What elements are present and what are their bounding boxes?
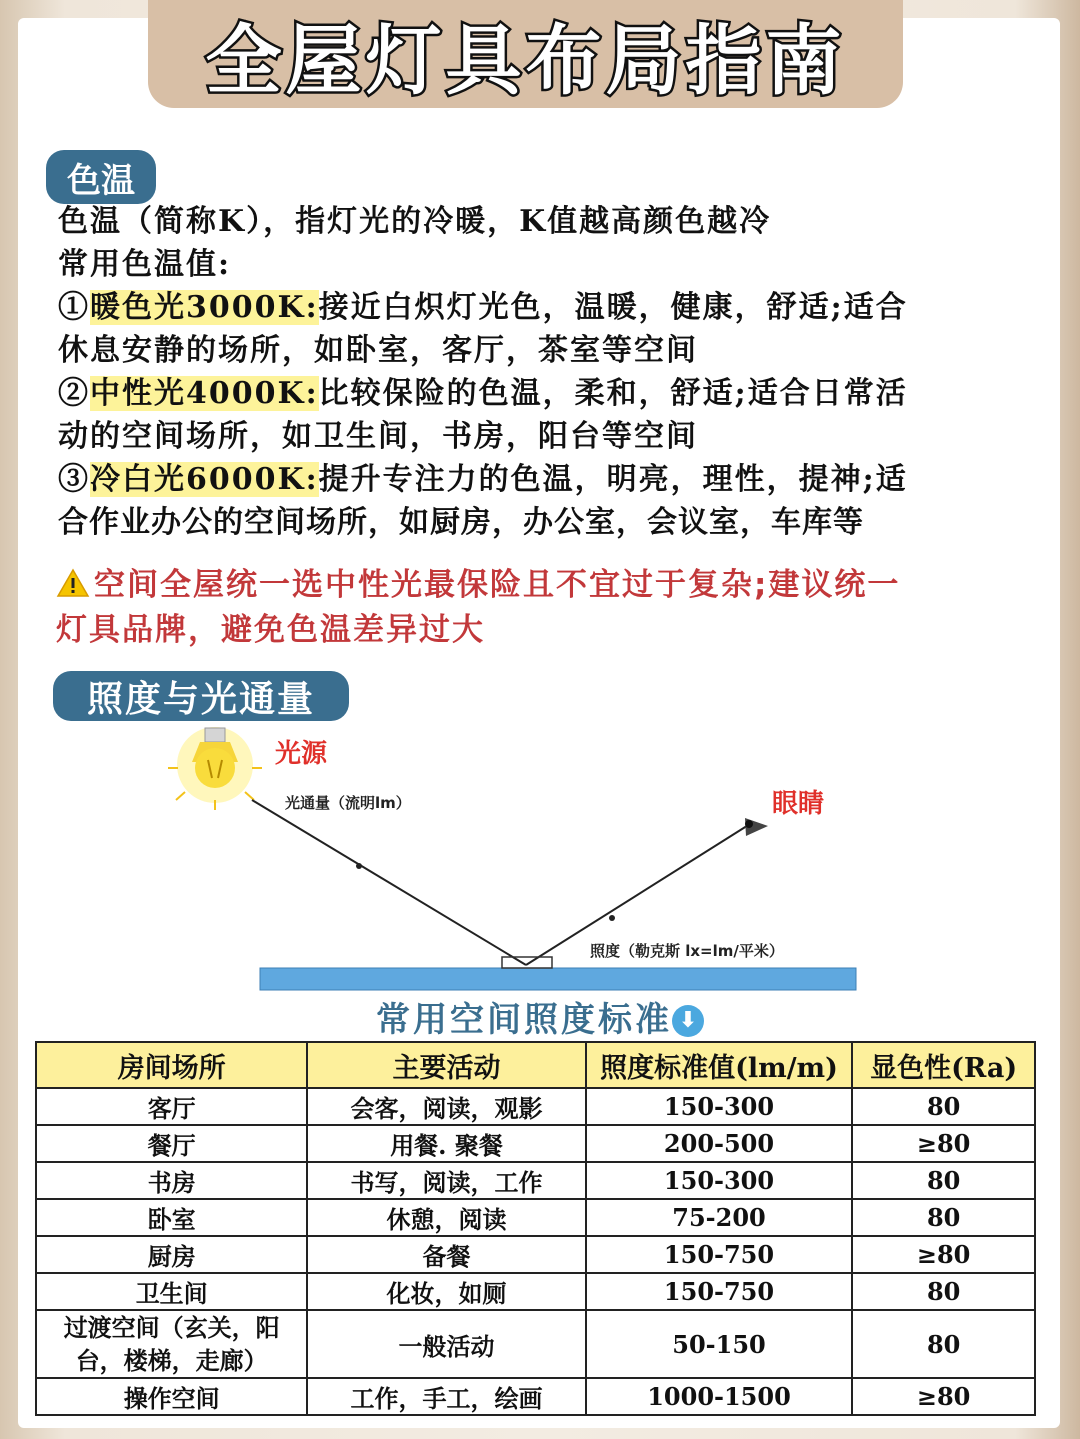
- table-cell: 80: [852, 1088, 1035, 1125]
- table-cell: 80: [852, 1199, 1035, 1236]
- source-label: 光源: [275, 739, 328, 769]
- column-header: 房间场所: [36, 1042, 307, 1088]
- table-cell: 书房: [36, 1162, 307, 1199]
- column-header: 主要活动: [307, 1042, 585, 1088]
- section-label-color-temperature: 色温: [46, 150, 156, 204]
- warning-line-1: 空间全屋统一选中性光最保险且不宜过于复杂;建议统一: [94, 567, 901, 603]
- table-row: [36, 1088, 1035, 1125]
- item-name-cool: 冷白光6000K:: [90, 462, 319, 497]
- section-label-illuminance: 照度与光通量: [53, 671, 349, 721]
- table-cell: 150-750: [586, 1236, 853, 1273]
- table-row: [36, 1162, 1035, 1199]
- table-cell: 150-300: [586, 1088, 853, 1125]
- table-header-row: [36, 1042, 1035, 1088]
- table-cell: 会客，阅读，观影: [307, 1088, 585, 1125]
- table-cell: 卧室: [36, 1199, 307, 1236]
- item-warm: ①暖色光3000K:接近白炽灯光色，温暖，健康，舒适;适合: [58, 290, 908, 325]
- table-cell: ≥80: [852, 1125, 1035, 1162]
- table-cell: 用餐. 聚餐: [307, 1125, 585, 1162]
- column-header: 照度标准值(lm/m): [586, 1042, 853, 1088]
- flux-label: 光通量（流明lm）: [285, 794, 411, 812]
- table-cell: 工作，手工，绘画: [307, 1378, 585, 1415]
- item-warm-cont: 休息安静的场所，如卧室，客厅，茶室等空间: [58, 333, 698, 368]
- table-cell: 75-200: [586, 1199, 853, 1236]
- table-row: [36, 1273, 1035, 1310]
- table-cell: 书写，阅读，工作: [307, 1162, 585, 1199]
- light-flux-diagram: [160, 720, 880, 1000]
- intro-line: 色温（简称K），指灯光的冷暖，K值越高颜色越冷: [58, 204, 772, 239]
- table-cell: 操作空间: [36, 1378, 307, 1415]
- common-values-heading: 常用色温值:: [58, 247, 232, 282]
- table-cell: 80: [852, 1273, 1035, 1310]
- intro-text: [58, 200, 1048, 544]
- column-header: 显色性(Ra): [852, 1042, 1035, 1088]
- table-cell: 50-150: [586, 1310, 853, 1378]
- table-cell: 客厅: [36, 1088, 307, 1125]
- table-cell: 一般活动: [307, 1310, 585, 1378]
- eye-icon: [745, 818, 768, 836]
- item-cool-cont: 合作业办公的空间场所，如厨房，办公室，会议室，车库等: [58, 505, 864, 540]
- table-cell: 过渡空间（玄关，阳台，楼梯，走廊）: [36, 1310, 307, 1378]
- warning-icon: [56, 568, 90, 598]
- table-cell: 化妆，如厕: [307, 1273, 585, 1310]
- table-row: [36, 1199, 1035, 1236]
- table-row: [36, 1310, 1035, 1378]
- table-cell: ≥80: [852, 1378, 1035, 1415]
- illuminance-table: [35, 1041, 1036, 1416]
- table-title: 常用空间照度标准 ⬇: [0, 992, 1080, 1041]
- table-cell: 1000-1500: [586, 1378, 853, 1415]
- table-cell: ≥80: [852, 1236, 1035, 1273]
- table-cell: 80: [852, 1310, 1035, 1378]
- table-row: [36, 1236, 1035, 1273]
- item-name-neutral: 中性光4000K:: [90, 376, 319, 411]
- eye-label: 眼睛: [772, 789, 825, 819]
- item-cool: ③冷白光6000K:提升专注力的色温，明亮，理性，提神;适: [58, 462, 908, 497]
- warning-note: [56, 563, 1046, 653]
- item-neutral: ②中性光4000K:比较保险的色温，柔和，舒适;适合日常活: [58, 376, 908, 411]
- table-cell: 150-300: [586, 1162, 853, 1199]
- title-banner: [148, 0, 903, 108]
- page-title: 全屋灯具布局指南: [205, 15, 846, 105]
- illuminance-label: 照度（勒克斯 lx=lm/平米）: [590, 942, 784, 960]
- table-cell: 卫生间: [36, 1273, 307, 1310]
- table-cell: 备餐: [307, 1236, 585, 1273]
- table-row: [36, 1125, 1035, 1162]
- warning-line-2: 灯具品牌，避免色温差异过大: [56, 612, 485, 648]
- table-row: [36, 1378, 1035, 1415]
- table-cell: 餐厅: [36, 1125, 307, 1162]
- table-cell: 200-500: [586, 1125, 853, 1162]
- table-cell: 厨房: [36, 1236, 307, 1273]
- item-neutral-cont: 动的空间场所，如卫生间，书房，阳台等空间: [58, 419, 698, 454]
- table-cell: 休憩，阅读: [307, 1199, 585, 1236]
- table-cell: 80: [852, 1162, 1035, 1199]
- table-cell: 150-750: [586, 1273, 853, 1310]
- item-name-warm: 暖色光3000K:: [90, 290, 319, 325]
- arrow-down-circle-icon: ⬇: [672, 1005, 704, 1037]
